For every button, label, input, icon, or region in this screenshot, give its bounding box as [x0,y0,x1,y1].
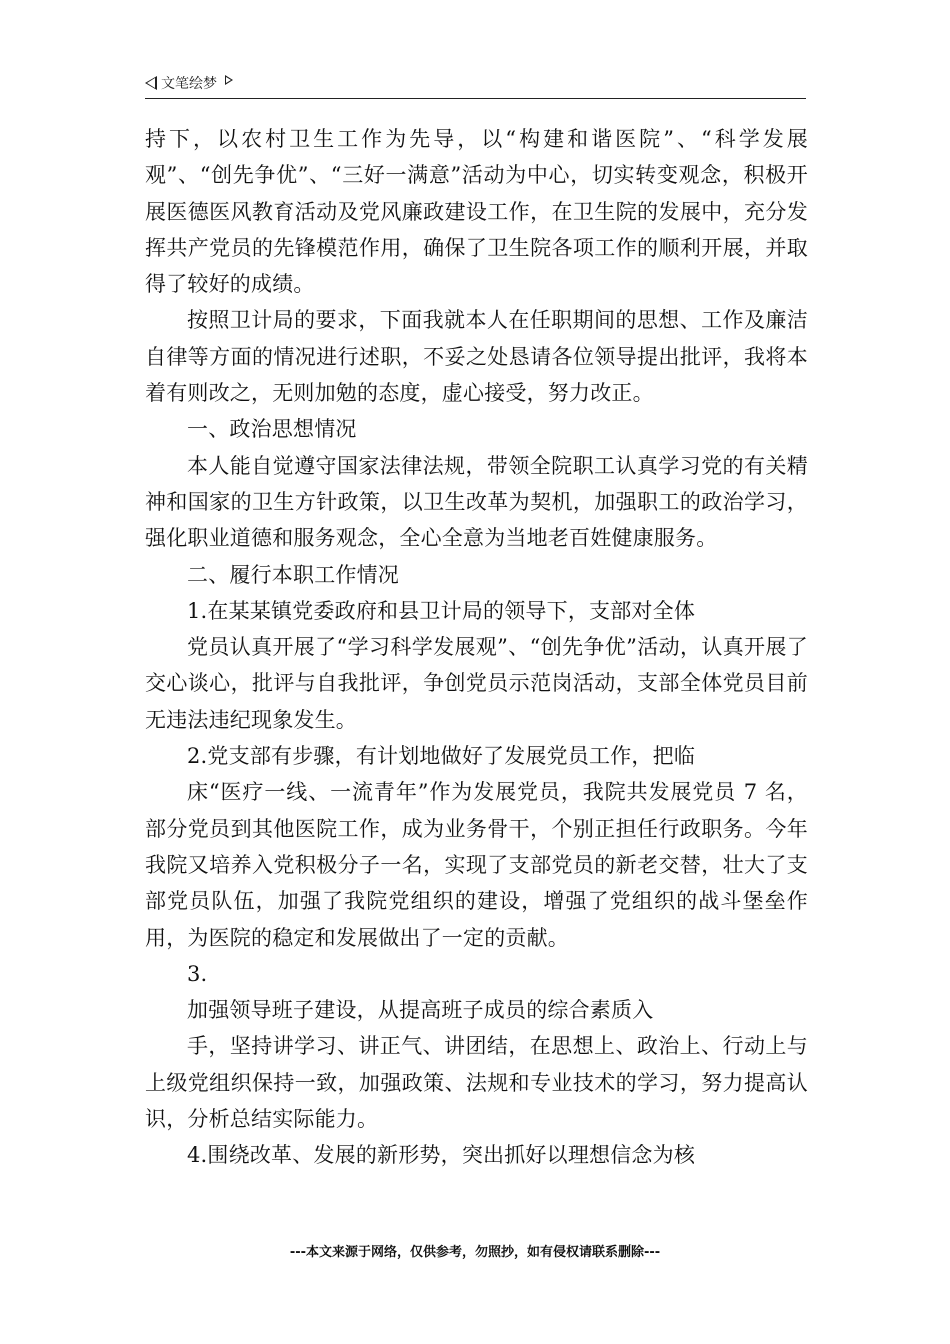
triangle-left-icon [145,76,157,90]
paragraph: 党员认真开展了“学习科学发展观”、“创先争优”活动，认真开展了交心谈心，批评与自我批评，争创党员示范岗活动，支部全体党员目前无违法违纪现象发生。 [145,635,808,732]
section-heading: 二、履行本职工作情况 [187,562,399,587]
paragraph: 床“医疗一线、一流青年”作为发展党员，我院共发展党员 7 名，部分党员到其他医院工作，成为业务骨干，个别正担任行政职务。今年我院又培养入党积极分子一名，实现了支部党员的新老交替，壮大了支部党员队伍，加强了我院党组织的建设，增强了党组织的战斗堡垒作用，为医院的稳定和发展做出了一定的贡献。 [145,780,808,950]
paragraph: 本人能自觉遵守国家法律法规，带领全院职工认真学习党的有关精神和国家的卫生方针政策，以卫生改革为契机，加强职工的政治学习，强化职业道德和服务观念，全心全意为当地老百姓健康服务。 [145,453,808,551]
page-header [145,74,806,99]
list-item: 3. [187,961,208,986]
paragraph: 持下，以农村卫生工作为先导，以“构建和谐医院”、“科学发展观”、“创先争优”、“三好一满意”活动为中心，切实转变观念，积极开展医德医风教育活动及党风廉政建设工作，在卫生院的发展中，充分发挥共产党员的先锋模范作用，确保了卫生院各项工作的顺利开展，并取得了较好的成绩。 [145,127,808,297]
list-item: 4.围绕改革、发展的新形势，突出抓好以理想信念为核 [187,1143,696,1168]
triangle-right-icon [225,75,233,85]
document-body [145,121,808,1174]
footer-notice: ---本文来源于网络，仅供参考，勿照抄，如有侵权请联系删除--- [289,1245,661,1260]
paragraph: 加强领导班子建设，从提高班子成员的综合素质入 [187,998,654,1023]
paragraph: 按照卫计局的要求，下面我就本人在任职期间的思想、工作及廉洁自律等方面的情况进行述职，不妥之处恳请各位领导提出批评，我将本着有则改之，无则加勉的态度，虚心接受，努力改正。 [145,308,808,406]
section-heading: 一、政治思想情况 [187,417,357,442]
list-item: 2.党支部有步骤，有计划地做好了发展党员工作，把临 [187,744,696,769]
list-item: 1.在某某镇党委政府和县卫计局的领导下，支部对全体 [187,598,696,623]
paragraph: 手，坚持讲学习、讲正气、讲团结，在思想上、政治上、行动上与上级党组织保持一致，加强政策、法规和专业技术的学习，努力提高认识，分析总结实际能力。 [145,1034,808,1132]
header-title: 文笔绘梦 [161,76,217,92]
